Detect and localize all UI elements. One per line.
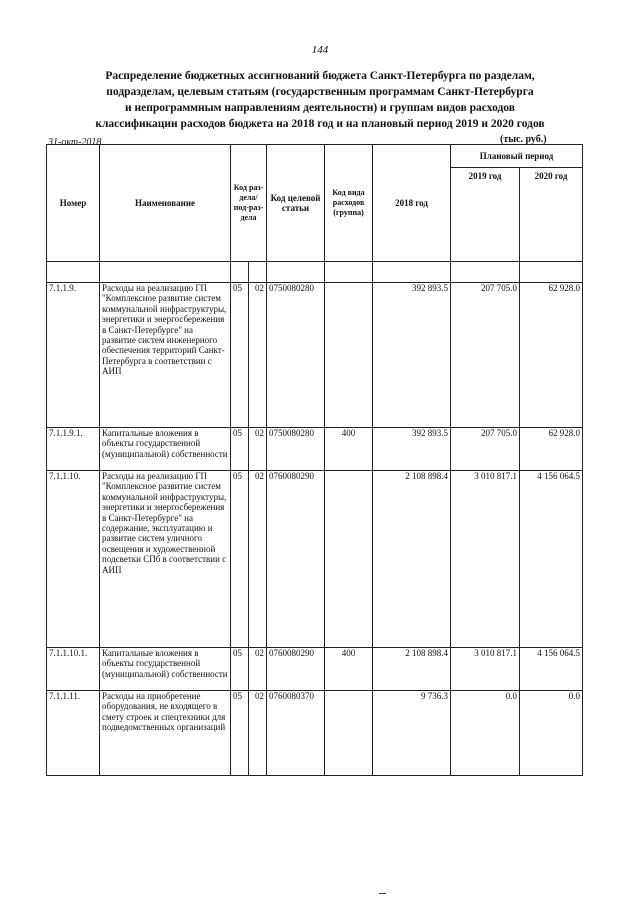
budget-table <box>46 144 583 776</box>
row-amount-2018: 392 893.5 <box>373 283 451 428</box>
row-amount-2019: 3 010 817.1 <box>451 648 520 691</box>
row-amount-2020: 62 928.0 <box>520 283 583 428</box>
spacer-row <box>47 262 583 283</box>
table-row <box>47 648 583 691</box>
row-name: Расходы на реализацию ГП "Комплексное развитие систем коммунальной инфраструктуры, энергетики и энергосбережения в Санкт-Петербурге" на содержание, эксплуатацию и развитие систем уличного освещения и художественной подсветки СПб в соответствии с АИП <box>100 471 231 648</box>
row-section: 05 <box>231 648 249 691</box>
page-number: 144 <box>311 44 329 56</box>
table-row <box>47 471 583 648</box>
row-amount-2019: 207 705.0 <box>451 428 520 471</box>
header-target-code: Код целевой статьи <box>267 145 325 262</box>
row-amount-2020: 4 156 064.5 <box>520 471 583 648</box>
row-subsection: 02 <box>249 648 267 691</box>
title-line: Распределение бюджетных ассигнований бюджета Санкт-Петербурга по разделам, <box>105 70 535 82</box>
title-line: классификации расходов бюджета на 2018 год и на плановый период 2019 и 2020 годов <box>95 118 545 130</box>
row-amount-2018: 9 736.3 <box>373 691 451 776</box>
row-number: 7.1.1.10.1. <box>47 648 100 691</box>
table-row <box>47 428 583 471</box>
table-header-row <box>47 145 583 168</box>
row-target-code: 0760080370 <box>267 691 325 776</box>
row-target-code: 0760080290 <box>267 471 325 648</box>
row-section: 05 <box>231 283 249 428</box>
header-year-2019: 2019 год <box>451 168 520 262</box>
units-label: (тыс. руб.) <box>500 134 547 145</box>
title-line: подразделам, целевым статьям (государственным программам Санкт-Петербурга <box>106 86 534 98</box>
row-expense-group: 400 <box>325 428 373 471</box>
row-name: Капитальные вложения в объекты государственной (муниципальной) собственности <box>100 428 231 471</box>
row-subsection: 02 <box>249 471 267 648</box>
header-planning-period: Плановый период <box>451 145 583 168</box>
row-name: Расходы на приобретение оборудования, не входящего в смету строек и спецтехники для подведомственных организаций <box>100 691 231 776</box>
row-name: Капитальные вложения в объекты государственной (муниципальной) собственности <box>100 648 231 691</box>
row-section: 05 <box>231 471 249 648</box>
table-row <box>47 691 583 776</box>
title-line: и непрограммным направлениям деятельности) и группам видов расходов <box>125 102 515 114</box>
row-amount-2018: 2 108 898.4 <box>373 648 451 691</box>
row-amount-2020: 4 156 064.5 <box>520 648 583 691</box>
footer-mark <box>379 893 386 894</box>
table-row <box>47 283 583 428</box>
row-amount-2020: 62 928.0 <box>520 428 583 471</box>
header-expense-type: Код вида расходов (группа) <box>325 145 373 262</box>
row-expense-group <box>325 283 373 428</box>
row-amount-2020: 0.0 <box>520 691 583 776</box>
row-section: 05 <box>231 428 249 471</box>
row-target-code: 0760080290 <box>267 648 325 691</box>
header-name: Наименование <box>100 145 231 262</box>
row-number: 7.1.1.9. <box>47 283 100 428</box>
row-section: 05 <box>231 691 249 776</box>
row-subsection: 02 <box>249 691 267 776</box>
row-expense-group: 400 <box>325 648 373 691</box>
row-amount-2019: 0.0 <box>451 691 520 776</box>
row-number: 7.1.1.11. <box>47 691 100 776</box>
row-amount-2018: 392 893.5 <box>373 428 451 471</box>
row-expense-group <box>325 691 373 776</box>
header-section-code: Код раз-дела/ под-раз-дела <box>231 145 267 262</box>
document-date: 31-окт-2018 <box>48 137 102 148</box>
row-target-code: 0750080280 <box>267 428 325 471</box>
header-year-2018: 2018 год <box>373 145 451 262</box>
header-number: Номер <box>47 145 100 262</box>
document-title <box>50 68 590 132</box>
row-number: 7.1.1.9.1. <box>47 428 100 471</box>
row-subsection: 02 <box>249 283 267 428</box>
row-subsection: 02 <box>249 428 267 471</box>
row-target-code: 0750080280 <box>267 283 325 428</box>
row-amount-2019: 207 705.0 <box>451 283 520 428</box>
row-number: 7.1.1.10. <box>47 471 100 648</box>
header-year-2020: 2020 год <box>520 168 583 262</box>
row-amount-2019: 3 010 817.1 <box>451 471 520 648</box>
row-amount-2018: 2 108 898.4 <box>373 471 451 648</box>
row-name: Расходы на реализацию ГП "Комплексное развитие систем коммунальной инфраструктуры, энергетики и энергосбережения в Санкт-Петербурге" на развитие систем инженерного обеспечения территорий Санкт-Петербурга в соответствии с АИП <box>100 283 231 428</box>
row-expense-group <box>325 471 373 648</box>
